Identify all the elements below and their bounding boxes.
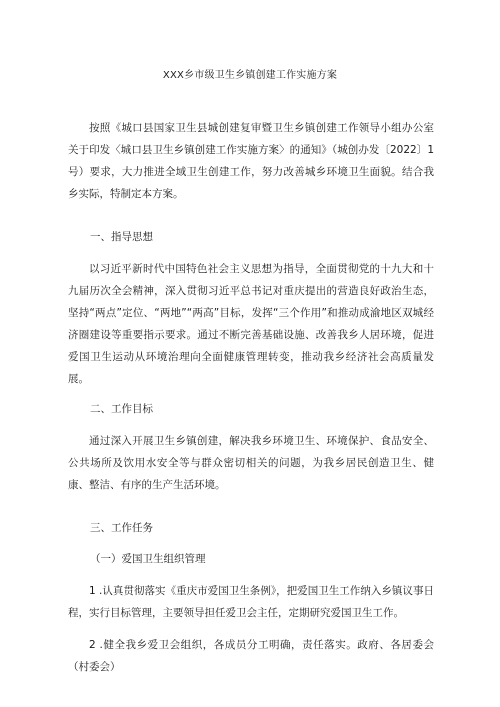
task-item-1: 1 .认真贯彻落实《重庆市爱国卫生条例》，把爱国卫生工作纳入乡镇议事日程，实行目标管理，主要领导担任爱卫会主任，定期研究爱国卫生工作。 [68, 585, 434, 619]
subsection-heading-patriotic-health: （一）爱国卫生组织管理 [90, 553, 206, 565]
work-goals-paragraph: 通过深入开展卫生乡镇创建，解决我乡环境卫生、环境保护、食品安全、公共场所及饮用水安全等与群众密切相关的问题，为我乡居民创造卫生、健康、整洁、有序的生产生活环境。 [68, 435, 434, 491]
intro-paragraph: 按照《城口县国家卫生县城创建复审暨卫生乡镇创建工作领导小组办公室关于印发〈城口县卫生乡镇创建工作实施方案〉的通知》（城创办发〔2022〕1号）要求，大力推进全域卫生创建工作，努力改善城乡环境卫生面貌。结合我乡实际，特制定本方案。 [68, 122, 434, 200]
guiding-ideology-paragraph: 以习近平新时代中国特色社会主义思想为指导，全面贯彻党的十九大和十九届历次全会精神，深入贯彻习近平总书记对重庆提出的营造良好政治生态，坚持“两点”定位、“两地”“两高”目标，发挥“三个作用”和推动成渝地区双城经济圈建设等重要指示要求。通过不断完善基础设施、改善我乡人居环境，促进爱国卫生运动从环境治理向全面健康管理转变，推动我乡经济社会高质量发展。 [68, 263, 434, 385]
document-title: XXX乡市级卫生乡镇创建工作实施方案 [162, 70, 338, 81]
section-heading-work-tasks: 三、工作任务 [90, 522, 153, 534]
task-item-2: 2 .健全我乡爱卫会组织，各成员分工明确，责任落实。政府、各居委会（村委会） [68, 639, 434, 673]
section-heading-guiding-ideology: 一、指导思想 [90, 231, 153, 243]
section-heading-work-goals: 二、工作目标 [90, 403, 153, 415]
